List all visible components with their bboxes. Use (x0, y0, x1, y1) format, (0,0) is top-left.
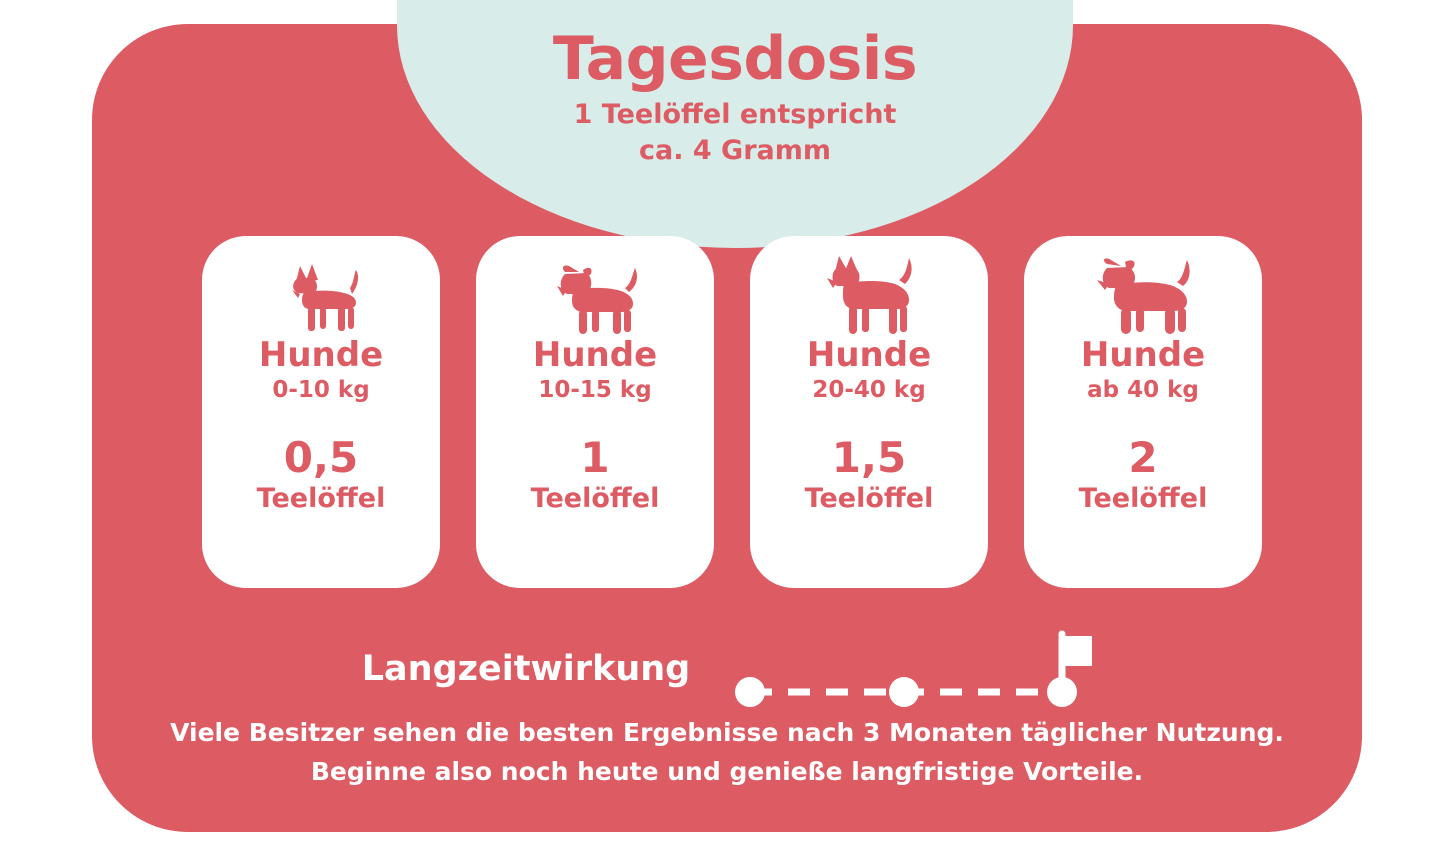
large-dog-icon (821, 254, 917, 336)
dose-card-weight: 20-40 kg (812, 376, 926, 403)
dose-card-weight: 0-10 kg (272, 376, 370, 403)
dose-card (476, 236, 714, 588)
dose-card-amount: 1,5 (831, 432, 907, 482)
longterm-label: Langzeitwirkung (361, 649, 691, 689)
dose-card-list (202, 236, 1262, 588)
dose-card (750, 236, 988, 588)
footer-line-2: Beginne also noch heute und genieße langfristige Vorteile. (310, 756, 1144, 786)
dose-card-unit: Teelöffel (530, 482, 660, 514)
dose-card-title: Hunde (1080, 335, 1206, 375)
header-subtitle (397, 97, 1073, 170)
dose-card-amount: 0,5 (283, 432, 359, 482)
dose-card-weight: ab 40 kg (1087, 376, 1199, 403)
header-subtitle-line2: ca. 4 Gramm (638, 135, 832, 167)
dose-card (1024, 236, 1262, 588)
dose-card-unit: Teelöffel (804, 482, 934, 514)
dose-card-title: Hunde (532, 335, 658, 375)
footer-note (92, 714, 1362, 792)
dose-card-weight: 10-15 kg (538, 376, 652, 403)
dose-card-amount: 2 (1128, 432, 1158, 482)
page-title: Tagesdosis (552, 24, 918, 94)
dose-card-unit: Teelöffel (256, 482, 386, 514)
header-dome (397, 0, 1073, 248)
flag-milestone-icon (732, 624, 1092, 714)
footer-line-1: Viele Besitzer sehen die besten Ergebnisse nach 3 Monaten täglicher Nutzung. (170, 718, 1284, 747)
small-dog-icon (278, 254, 364, 336)
longterm-row (92, 624, 1362, 714)
dose-card (202, 236, 440, 588)
xlarge-dog-icon (1093, 254, 1193, 336)
daily-dose-infographic (92, 24, 1362, 832)
header-subtitle-line1: 1 Teelöffel entspricht (573, 99, 897, 130)
medium-dog-icon (549, 254, 641, 336)
dose-card-title: Hunde (258, 335, 384, 375)
longterm-timeline (732, 624, 1092, 714)
dose-card-title: Hunde (806, 335, 932, 375)
dose-card-amount: 1 (580, 432, 610, 482)
dose-card-unit: Teelöffel (1078, 482, 1208, 514)
